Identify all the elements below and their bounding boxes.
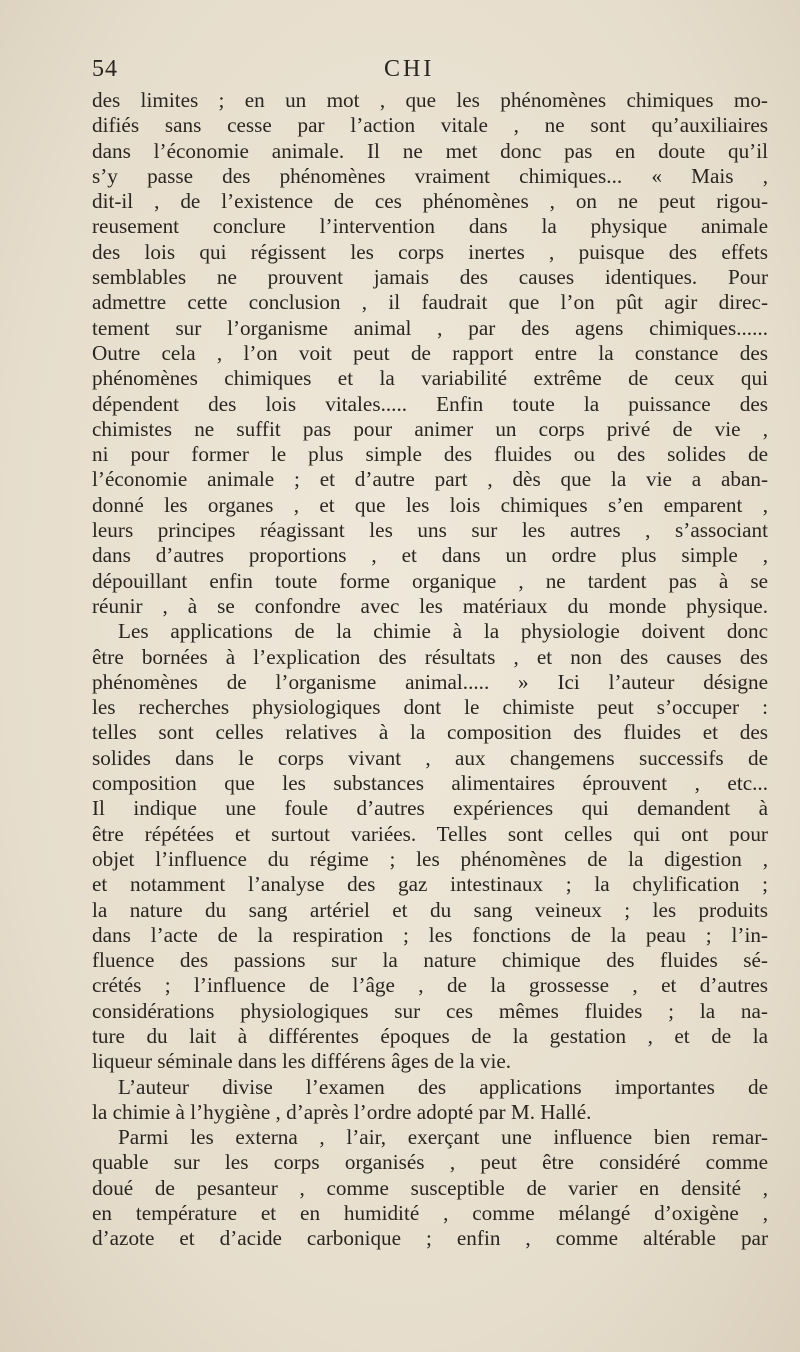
- text-line: phénomènes de l’organisme animal..... » Ici l’auteur désigne: [92, 669, 768, 694]
- text-line: liqueur séminale dans les différens âges de la vie.: [92, 1049, 512, 1074]
- text-line: solides dans le corps vivant , aux changemens successifs de: [92, 745, 768, 770]
- page-number: 54: [92, 56, 118, 82]
- text-line: reusement conclure l’intervention dans la physique animale: [92, 214, 768, 239]
- text-line: en température et en humidité , comme mélangé d’oxigène ,: [92, 1201, 768, 1226]
- text-line: Outre cela , l’on voit peut de rapport entre la constance des: [92, 340, 768, 365]
- text-line: quable sur les corps organisés , peut être considéré comme: [92, 1150, 768, 1175]
- text-line: dans d’autres proportions , et dans un ordre plus simple ,: [92, 543, 768, 568]
- text-line: doué de pesanteur , comme susceptible de varier en densité ,: [92, 1175, 768, 1200]
- text-line: phénomènes chimiques et la variabilité extrême de ceux qui: [92, 366, 768, 391]
- text-line: et notamment l’analyse des gaz intestinaux ; la chylification ;: [92, 872, 768, 897]
- text-line: ni pour former le plus simple des fluides ou des solides de: [92, 442, 768, 467]
- text-line: les recherches physiologiques dont le chimiste peut s’occuper :: [92, 695, 768, 720]
- text-line: dit-il , de l’existence de ces phénomènes , on ne peut rigou-: [92, 189, 768, 214]
- text-line: réunir , à se confondre avec les matériaux du monde physique.: [92, 593, 768, 618]
- text-line: des lois qui régissent les corps inertes , puisque des effets: [92, 239, 768, 264]
- text-line: être bornées à l’explication des résultats , et non des causes des: [92, 644, 768, 669]
- text-line: dans l’acte de la respiration ; les fonctions de la peau ; l’in-: [92, 922, 768, 947]
- body-text: [92, 88, 768, 1252]
- text-line: dans l’économie animale. Il ne met donc pas en doute qu’il: [92, 138, 768, 163]
- text-line: composition que les substances alimentaires éprouvent , etc...: [92, 771, 768, 796]
- text-line: telles sont celles relatives à la composition des fluides et des: [92, 720, 768, 745]
- text-line: admettre cette conclusion , il faudrait que l’on pût agir direc-: [92, 290, 768, 315]
- text-line: être répétées et surtout variées. Telles sont celles qui ont pour: [92, 821, 768, 846]
- text-line: Il indique une foule d’autres expériences qui demandent à: [92, 796, 768, 821]
- text-line: Les applications de la chimie à la physiologie doivent donc: [118, 619, 768, 644]
- text-line: leurs principes réagissant les uns sur les autres , s’associant: [92, 518, 768, 543]
- text-line: donné les organes , et que les lois chimiques s’en emparent ,: [92, 492, 768, 517]
- text-line: L’auteur divise l’examen des applications importantes de: [118, 1074, 768, 1099]
- text-line: s’y passe des phénomènes vraiment chimiques... « Mais ,: [92, 163, 768, 188]
- text-line: chimistes ne suffit pas pour animer un corps privé de vie ,: [92, 416, 768, 441]
- text-line: dépouillant enfin toute forme organique , ne tardent pas à se: [92, 568, 768, 593]
- running-head: CHI: [384, 56, 435, 82]
- text-line: dépendent des lois vitales..... Enfin toute la puissance des: [92, 391, 768, 416]
- text-line: la chimie à l’hygiène , d’après l’ordre adopté par M. Hallé.: [92, 1099, 592, 1124]
- text-line: semblables ne prouvent jamais des causes identiques. Pour: [92, 265, 768, 290]
- text-line: d’azote et d’acide carbonique ; enfin , comme altérable par: [92, 1226, 768, 1251]
- text-line: fluence des passions sur la nature chimique des fluides sé-: [92, 948, 768, 973]
- text-line: l’économie animale ; et d’autre part , dès que la vie a aban-: [92, 467, 768, 492]
- text-line: tement sur l’organisme animal , par des agens chimiques......: [92, 315, 768, 340]
- text-line: la nature du sang artériel et du sang veineux ; les produits: [92, 897, 768, 922]
- text-line: objet l’influence du régime ; les phénomènes de la digestion ,: [92, 846, 768, 871]
- text-line: difiés sans cesse par l’action vitale , ne sont qu’auxiliaires: [92, 113, 768, 138]
- text-line: des limites ; en un mot , que les phénomènes chimiques mo-: [92, 88, 768, 112]
- text-line: Parmi les externa , l’air, exerçant une influence bien remar-: [118, 1125, 768, 1150]
- text-line: crétés ; l’influence de l’âge , de la grossesse , et d’autres: [92, 973, 768, 998]
- text-line: ture du lait à différentes époques de la gestation , et de la: [92, 1023, 768, 1048]
- text-line: considérations physiologiques sur ces mêmes fluides ; la na-: [92, 998, 768, 1023]
- page-header: [92, 56, 740, 90]
